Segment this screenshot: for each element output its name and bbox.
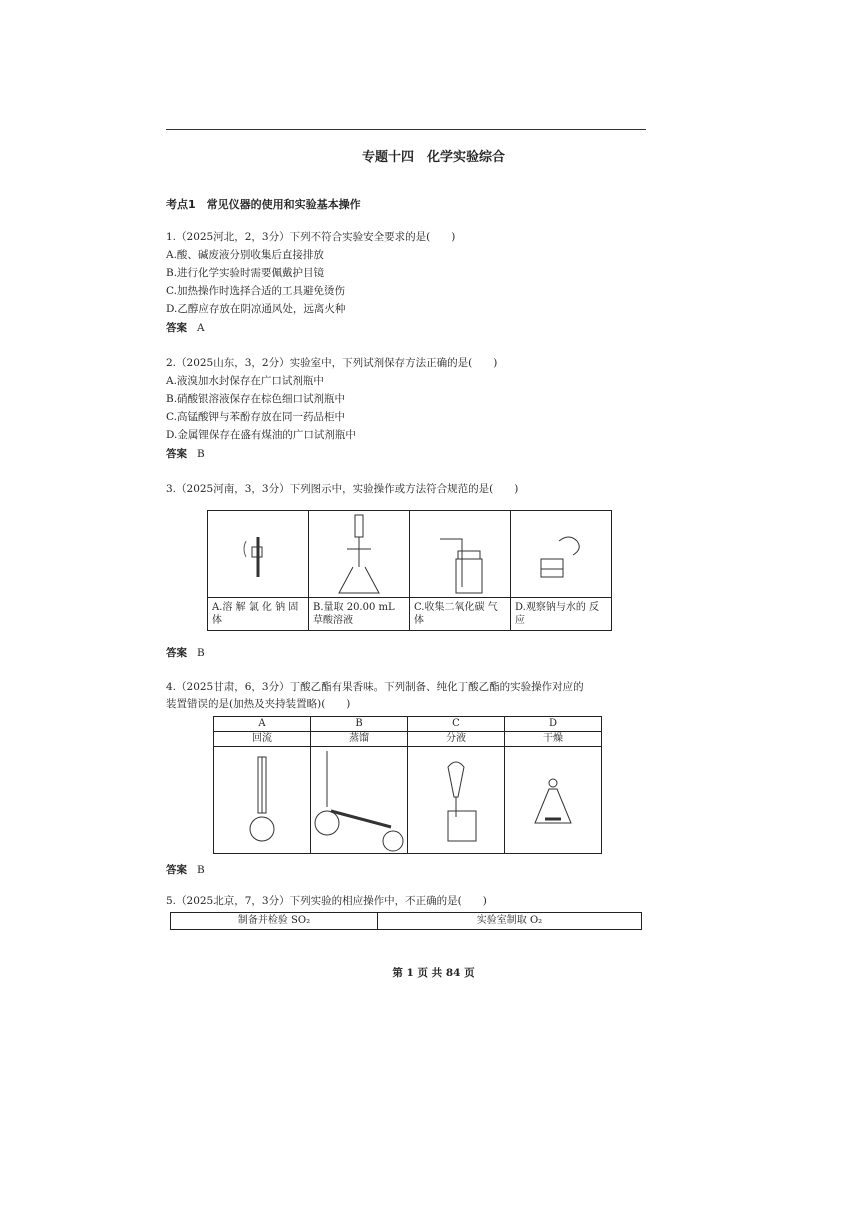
- q4-letter-a: A: [214, 717, 311, 732]
- drying-flask-icon: [505, 747, 601, 853]
- q5-table: [170, 912, 642, 930]
- q4-image-c: [408, 747, 505, 854]
- q2-option-a: A.液溴加水封保存在广口试剂瓶中: [166, 375, 324, 387]
- q1-option-c: C.加热操作时选择合适的工具避免烫伤: [166, 285, 345, 297]
- test-tube-shaking-icon: [208, 511, 308, 597]
- q4-name-d: 干燥: [505, 732, 602, 747]
- section-heading: 考点1 常见仪器的使用和实验基本操作: [166, 198, 361, 211]
- q2-stem: 2.（2025山东，3，2分）实验室中，下列试剂保存方法正确的是( ): [166, 357, 498, 369]
- q4-name-b: 蒸馏: [311, 732, 408, 747]
- beaker-observe-icon: [511, 511, 611, 597]
- q1-option-a: A.酸、碱废液分别收集后直接排放: [166, 249, 324, 261]
- q3-answer: 答案 B: [166, 647, 205, 659]
- distillation-apparatus-icon: [311, 747, 407, 853]
- q4-letter-d: D: [505, 717, 602, 732]
- page-footer: 第 1 页 共 84 页: [392, 967, 475, 979]
- q4-image-b: [311, 747, 408, 854]
- q3-image-a: [208, 511, 309, 598]
- q3-caption-a: A.溶 解 氯 化 钠 固体: [208, 598, 309, 631]
- q3-image-c: [410, 511, 511, 598]
- q3-caption-d: D.观察钠与水的 反应: [511, 598, 612, 631]
- q2-option-b: B.硝酸银溶液保存在棕色细口试剂瓶中: [166, 393, 346, 405]
- q3-caption-b: B.量取 20.00 mL 草酸溶液: [309, 598, 410, 631]
- q4-figure-table: [213, 716, 602, 854]
- q5-header-o2: 实验室制取 O₂: [378, 913, 642, 930]
- q2-answer: 答案 B: [166, 448, 205, 460]
- pipette-flask-icon: [309, 511, 409, 597]
- separatory-funnel-icon: [408, 747, 504, 853]
- q4-letter-b: B: [311, 717, 408, 732]
- q4-stem-line1: 4.（2025甘肃，6，3分）丁酸乙酯有果香味。下列制备、纯化丁酸乙酯的实验操作对应的: [166, 681, 584, 693]
- q3-image-b: [309, 511, 410, 598]
- q2-option-d: D.金属锂保存在盛有煤油的广口试剂瓶中: [166, 429, 356, 441]
- reflux-apparatus-icon: [214, 747, 310, 853]
- q4-image-d: [505, 747, 602, 854]
- q2-option-c: C.高锰酸钾与苯酚存放在同一药品柜中: [166, 411, 345, 423]
- q4-stem-line2: 装置错误的是(加热及夹持装置略)( ): [166, 698, 351, 710]
- q4-name-c: 分液: [408, 732, 505, 747]
- q1-option-b: B.进行化学实验时需要佩戴护目镜: [166, 267, 325, 279]
- q3-image-d: [511, 511, 612, 598]
- q5-header-so2: 制备并检验 SO₂: [171, 913, 378, 930]
- q4-answer: 答案 B: [166, 864, 205, 876]
- q3-caption-c: C.收集二氧化碳 气体: [410, 598, 511, 631]
- q5-stem: 5.（2025北京，7，3分）下列实验的相应操作中，不正确的是( ): [166, 895, 487, 907]
- q4-letter-c: C: [408, 717, 505, 732]
- gas-bottle-icon: [410, 511, 510, 597]
- q3-stem: 3.（2025河南，3，3分）下列图示中，实验操作或方法符合规范的是( ): [166, 483, 519, 495]
- page-title: 专题十四 化学实验综合: [361, 150, 505, 165]
- top-rule: [166, 129, 646, 130]
- q1-answer: 答案 A: [166, 322, 205, 334]
- q4-image-a: [214, 747, 311, 854]
- q4-name-a: 回流: [214, 732, 311, 747]
- q1-option-d: D.乙醇应存放在阴凉通风处，远离火种: [166, 303, 346, 315]
- q3-figure-table: [207, 510, 612, 631]
- q1-stem: 1.（2025河北，2，3分）下列不符合实验安全要求的是( ): [166, 231, 456, 243]
